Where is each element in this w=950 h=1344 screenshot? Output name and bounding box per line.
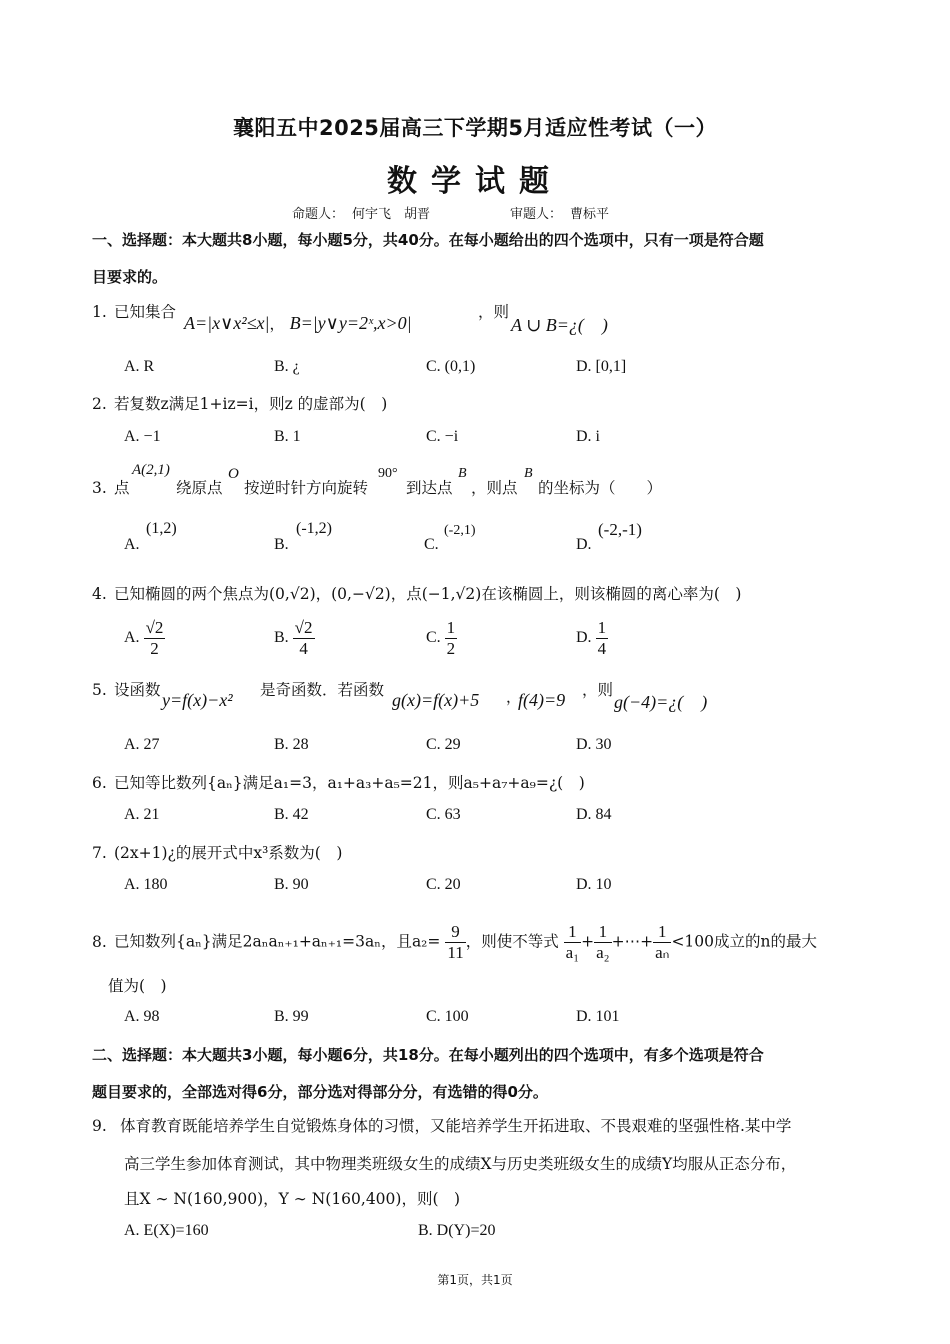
q3-point-a: A(2,1) [132, 462, 170, 478]
q3-option-b[interactable]: (-1,2) [296, 520, 332, 537]
q3-text-3: 按逆时针方向旋转 [244, 479, 369, 497]
q4-option-a[interactable]: A. $\frac{√2}{2}$ [124, 618, 164, 658]
q1-option-a[interactable]: A. R [124, 358, 155, 375]
q1-comma: ， [269, 315, 285, 333]
q7-option-b[interactable]: B. 90 [274, 876, 309, 893]
q3-option-d[interactable]: (-2,-1) [598, 520, 642, 539]
q7-option-c[interactable]: C. 20 [426, 876, 461, 893]
q8-line2: 值为( ) [108, 977, 167, 995]
q3-text-5: ，则点 [471, 479, 518, 497]
question-4: 4. 已知椭圆的两个焦点为(0,√2)，(0,−√2)，点(−1,√2)在该椭圆上，则该椭圆的离心率为( ) [92, 585, 742, 603]
authors-line [292, 203, 617, 222]
exam-title: 襄阳五中2025届高三下学期5月适应性考试（一） [232, 116, 718, 140]
q5-text-2: 是奇函数．若函数 [260, 681, 385, 699]
q2-option-d[interactable]: D. i [576, 428, 600, 445]
q3-text-2: 绕原点 [176, 479, 223, 497]
q1-then: ，则 [478, 303, 510, 321]
q6-option-c[interactable]: C. 63 [426, 806, 461, 823]
q5-f1: y=f(x)−x² [162, 690, 233, 710]
q3-point-b2: B [524, 466, 533, 481]
q5-f4: g(−4)=¿( ) [614, 692, 708, 712]
q5-f3: f(4)=9 [518, 690, 566, 710]
q4-option-b[interactable]: B. $\frac{√2}{4}$ [274, 618, 313, 658]
q1-set-b: B=|y∨y=2ˣ,x>0| [289, 313, 412, 333]
q3-option-c[interactable]: (-2,1) [444, 523, 476, 538]
q5-f2: g(x)=f(x)+5 [392, 690, 480, 710]
q9-line3: 且X ∼ N(160,900)，Y ∼ N(160,400)，则( ) [124, 1190, 461, 1208]
q5-text-4: ，则 [582, 681, 614, 699]
q3-text-6: 的坐标为（ ） [538, 479, 663, 497]
reviewer: 曹标平 [570, 207, 610, 222]
q4-option-d[interactable]: D. $\frac{1}{4}$ [576, 618, 607, 658]
q8-option-c[interactable]: C. 100 [426, 1008, 469, 1025]
q3-origin: O [228, 466, 239, 482]
reviewer-label: 审题人： [510, 207, 563, 222]
q7-option-a[interactable]: A. 180 [124, 876, 168, 893]
q2-option-a[interactable]: A. −1 [124, 428, 161, 445]
q1-expr: A ∪ B=¿( ) [511, 315, 608, 335]
q3-option-d-letter[interactable]: D. [576, 536, 592, 553]
page-footer: 第1页，共1页 [437, 1273, 513, 1287]
q3-option-c-letter[interactable]: C. [424, 536, 439, 553]
question-8: 8. 已知数列{aₙ}满足2aₙaₙ₊₁+aₙ₊₁=3aₙ，且a₂= $\frac{9}{11}$ ，则使不等式 $\frac{1}{\text{a₁}}$ + $\frac{1}{\text{a₂}}$ +⋯+ $\frac{1}{\text{aₙ}}$ <100成立的n的最大 [92, 922, 817, 962]
q3-option-a-letter[interactable]: A. [124, 536, 140, 553]
q5-option-c[interactable]: C. 29 [426, 736, 461, 753]
q8-option-d[interactable]: D. 101 [576, 1008, 620, 1025]
q3-option-b-letter[interactable]: B. [274, 536, 289, 553]
q9-option-b[interactable]: B. D(Y)=20 [418, 1222, 496, 1239]
question-7: 7. (2x+1)¿的展开式中x³系数为( ) [92, 844, 343, 862]
q2-option-c[interactable]: C. −i [426, 428, 459, 445]
question-3: 3. 点 [92, 479, 130, 497]
q3-angle: 90° [378, 466, 398, 481]
q6-option-d[interactable]: D. 84 [576, 806, 612, 823]
question-5: 5. 设函数 [92, 681, 161, 699]
setters: 何宇飞 胡晋 [352, 207, 431, 222]
q9-line2: 高三学生参加体育测试，其中物理类班级女生的成绩X与历史类班级女生的成绩Y均服从正态分布， [124, 1155, 797, 1173]
q8-option-a[interactable]: A. 98 [124, 1008, 160, 1025]
q7-option-d[interactable]: D. 10 [576, 876, 612, 893]
q5-option-a[interactable]: A. 27 [124, 736, 160, 753]
q5-option-d[interactable]: D. 30 [576, 736, 612, 753]
q1-math [184, 313, 412, 334]
q1-option-b[interactable]: B. ¿ [274, 358, 300, 375]
q1-set-a: A=|x∨x²≤x| [184, 313, 270, 333]
q1-option-d[interactable]: D. [0,1] [576, 358, 627, 375]
exam-subtitle: 数学试题 [387, 164, 563, 199]
setter-label: 命题人： [292, 207, 345, 222]
q5-option-b[interactable]: B. 28 [274, 736, 309, 753]
q4-option-c[interactable]: C. $\frac{1}{2}$ [426, 618, 456, 658]
q3-text-4: 到达点 [406, 479, 453, 497]
q6-option-a[interactable]: A. 21 [124, 806, 160, 823]
section1-line2: 目要求的。 [92, 268, 168, 286]
q1-option-c[interactable]: C. (0,1) [426, 358, 476, 375]
q5-comma: ， [506, 688, 522, 706]
q6-option-b[interactable]: B. 42 [274, 806, 309, 823]
question-1: 1. 已知集合 [92, 303, 177, 321]
q3-option-a[interactable]: (1,2) [146, 520, 177, 537]
question-2: 2. 若复数z满足1+iz=i，则z 的虚部为( ) [92, 395, 388, 413]
q8-option-b[interactable]: B. 99 [274, 1008, 309, 1025]
section2-line1: 二、选择题：本大题共3小题，每小题6分，共18分。在每小题列出的四个选项中，有多个选项是符合 [92, 1046, 764, 1064]
question-6: 6. 已知等比数列{aₙ}满足a₁=3，a₁+a₃+a₅=21，则a₅+a₇+a₉=¿( ) [92, 774, 585, 792]
q9-option-a[interactable]: A. E(X)=160 [124, 1222, 209, 1239]
section1-line1: 一、选择题：本大题共8小题，每小题5分，共40分。在每小题给出的四个选项中，只有一项是符合题 [92, 231, 764, 249]
section2-line2: 题目要求的，全部选对得6分，部分选对得部分分，有选错的得0分。 [92, 1083, 548, 1101]
question-9: 9. 体育教育既能培养学生自觉锻炼身体的习惯，又能培养学生开拓进取、不畏艰难的坚强性格.某中学 [92, 1117, 792, 1135]
q3-point-b: B [458, 466, 467, 481]
q2-option-b[interactable]: B. 1 [274, 428, 301, 445]
